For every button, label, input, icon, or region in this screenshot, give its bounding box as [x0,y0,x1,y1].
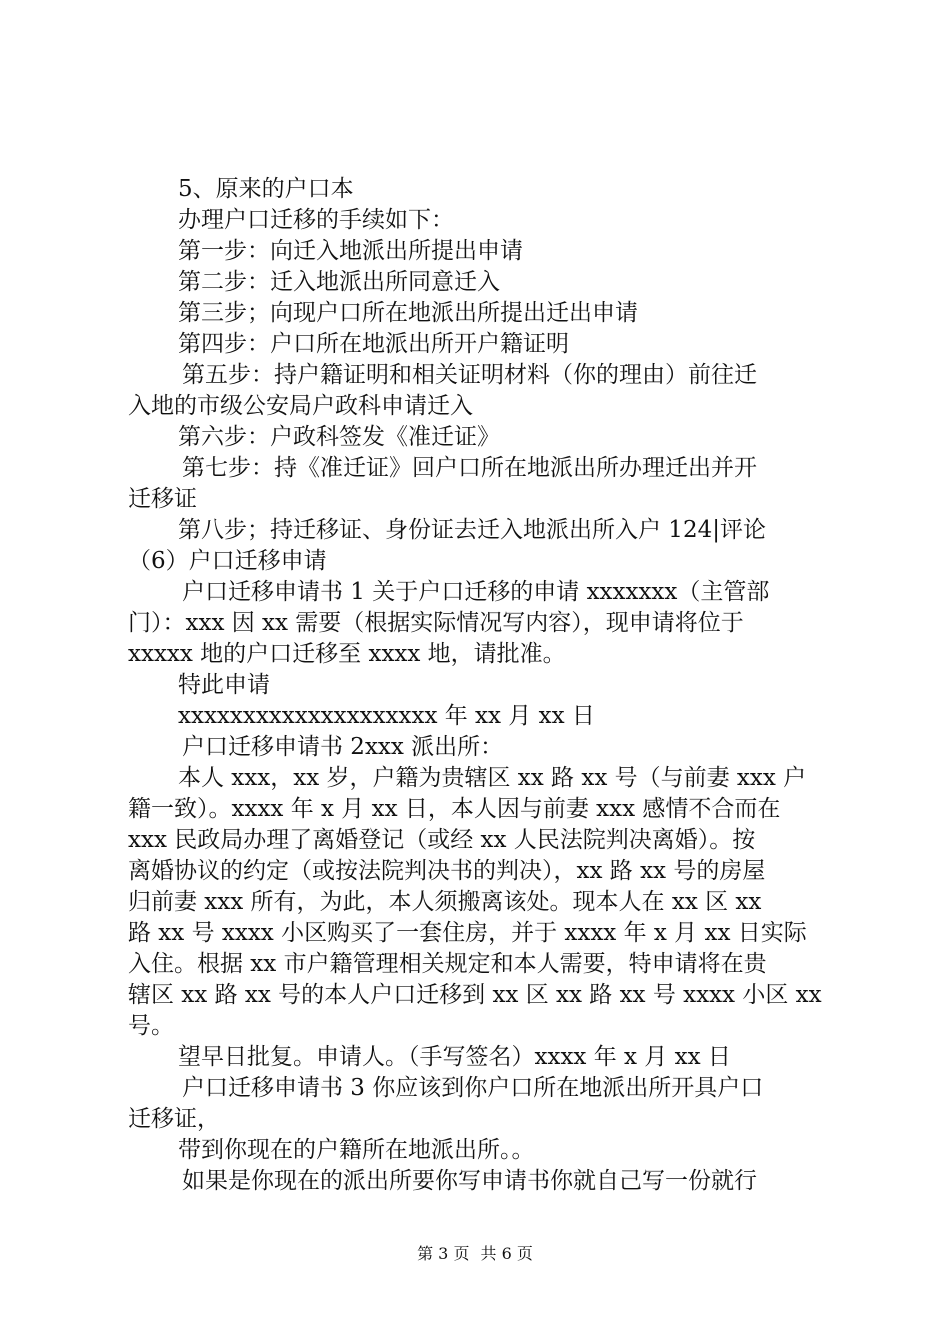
text-line: 第五步：持户籍证明和相关证明材料（你的理由）前往迁 [182,362,757,388]
text-line: 第二步：迁入地派出所同意迁入 [178,269,500,295]
document-body [128,174,833,1197]
text-line: （6）户口迁移申请 [128,548,327,574]
text-line: 第四步：户口所在地派出所开户籍证明 [178,331,569,357]
text-line: 入地的市级公安局户政科申请迁入 [128,393,473,419]
text-line: 特此申请 [178,672,270,698]
text-line: 本人 xxx，xx 岁，户籍为贵辖区 xx 路 xx 号（与前妻 xxx 户 [178,765,807,791]
page-total: 共 6 页 [480,1244,533,1263]
text-line: 离婚协议的约定（或按法院判决书的判决），xx 路 xx 号的房屋 [128,858,766,884]
text-line: xxx 民政局办理了离婚登记（或经 xx 人民法院判决离婚）。按 [128,827,756,853]
text-line: 5、原来的户口本 [178,176,354,202]
text-line: 户口迁移申请书 1 关于户口迁移的申请 xxxxxxx（主管部 [182,579,770,605]
page-number: 第 3 页 [417,1244,470,1263]
text-line: 望早日批复。申请人。（手写签名）xxxx 年 x 月 xx 日 [178,1044,731,1070]
text-line: xxxxxxxxxxxxxxxxxxxx 年 xx 月 xx 日 [178,703,595,729]
text-line: 第八步；持迁移证、身份证去迁入地派出所入户 124|评论 [178,517,766,543]
text-line: xxxxx 地的户口迁移至 xxxx 地，请批准。 [128,641,566,667]
text-line: 入住。根据 xx 市户籍管理相关规定和本人需要，特申请将在贵 [128,951,767,977]
text-line: 归前妻 xxx 所有，为此，本人须搬离该处。现本人在 xx 区 xx [128,889,762,915]
text-line: 带到你现在的户籍所在地派出所。。 [178,1137,535,1163]
text-line: 办理户口迁移的手续如下： [178,207,454,233]
text-line: 第三步；向现户口所在地派出所提出迁出申请 [178,300,638,326]
text-line: 辖区 xx 路 xx 号的本人户口迁移到 xx 区 xx 路 xx 号 xxxx 小区 xx [128,982,822,1008]
text-line: 第六步：户政科签发《准迁证》 [178,424,500,450]
page-footer [0,1244,950,1264]
text-line: 第七步：持《准迁证》回户口所在地派出所办理迁出并开 [182,455,757,481]
text-line: 迁移证， [128,1106,220,1132]
text-line: 迁移证 [128,486,197,512]
text-line: 户口迁移申请书 2xxx 派出所： [182,734,504,760]
text-line: 门）：xxx 因 xx 需要（根据实际情况写内容），现申请将位于 [128,610,744,636]
text-line: 籍一致）。xxxx 年 x 月 xx 日，本人因与前妻 xxx 感情不合而在 [128,796,781,822]
text-line: 如果是你现在的派出所要你写申请书你就自己写一份就行 [182,1168,757,1194]
text-line: 户口迁移申请书 3 你应该到你户口所在地派出所开具户口 [182,1075,764,1101]
text-line: 号。 [128,1013,174,1039]
text-line: 第一步：向迁入地派出所提出申请 [178,238,523,264]
text-line: 路 xx 号 xxxx 小区购买了一套住房，并于 xxxx 年 x 月 xx 日实际 [128,920,807,946]
